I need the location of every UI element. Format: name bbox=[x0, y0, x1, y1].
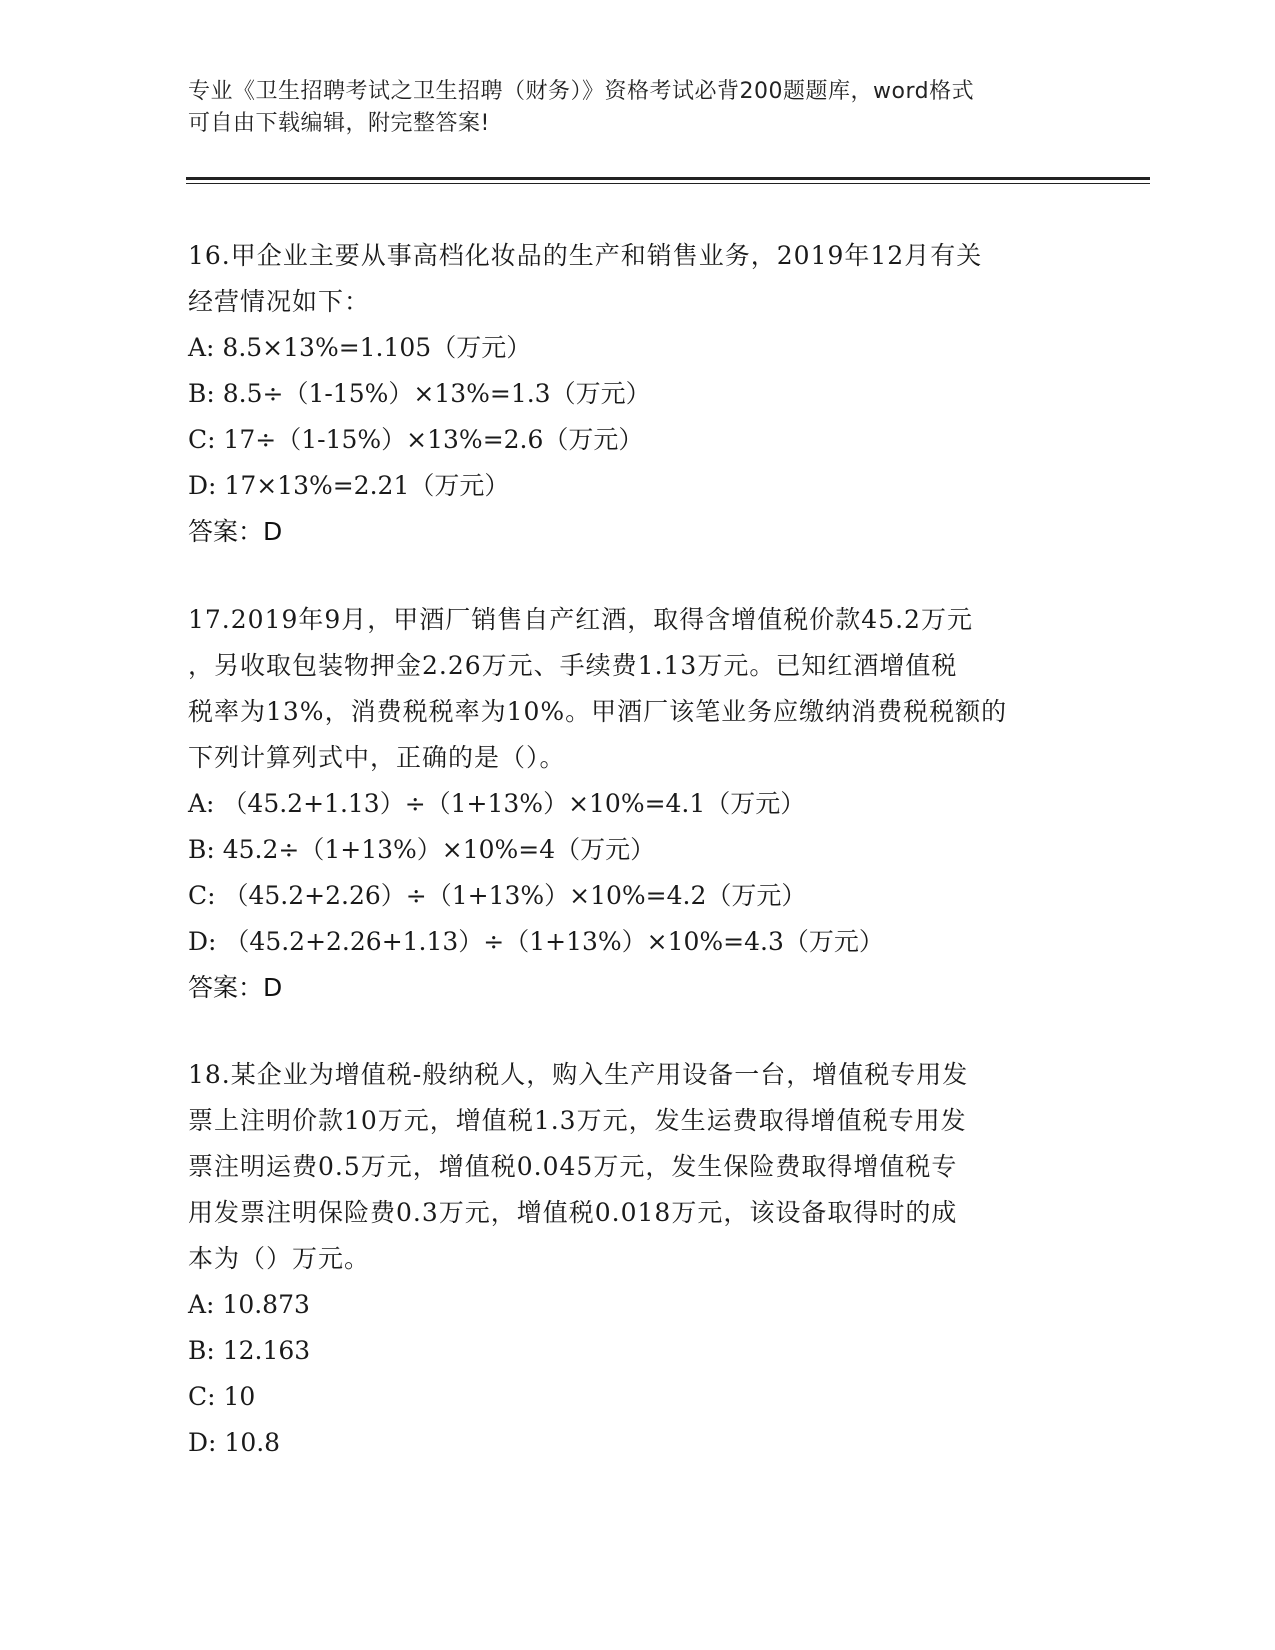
header-line-2: 可自由下载编辑，附完整答案! bbox=[188, 111, 490, 136]
option-d: D: 10.8 bbox=[188, 1428, 281, 1457]
option-d: D: （45.2+2.26+1.13）÷（1+13%）×10%=4.3（万元） bbox=[188, 927, 884, 956]
question-stem-line: 17.2019年9月，甲酒厂销售自产红酒，取得含增值税价款45.2万元 bbox=[188, 605, 973, 634]
question-stem-line: 下列计算列式中，正确的是（）。 bbox=[188, 743, 566, 772]
header-line-1: 专业《卫生招聘考试之卫生招聘（财务）》资格考试必背200题题库，word格式 bbox=[188, 79, 975, 104]
question-stem-line: 本为（）万元。 bbox=[188, 1244, 371, 1273]
answer-label: 答案：D bbox=[188, 973, 283, 1002]
question-stem-line: 经营情况如下： bbox=[188, 287, 371, 316]
option-c: C: 10 bbox=[188, 1382, 256, 1411]
option-d: D: 17×13%=2.21（万元） bbox=[188, 471, 510, 500]
header-divider-thick bbox=[186, 177, 1150, 180]
question-stem-line: ，另收取包装物押金2.26万元、手续费1.13万元。已知红酒增值税 bbox=[188, 651, 958, 680]
option-a: A: （45.2+1.13）÷（1+13%）×10%=4.1（万元） bbox=[188, 789, 806, 818]
option-b: B: 8.5÷（1-15%）×13%=1.3（万元） bbox=[188, 379, 651, 408]
question-stem-line: 16.甲企业主要从事高档化妆品的生产和销售业务，2019年12月有关 bbox=[188, 241, 983, 270]
question-stem-line: 用发票注明保险费0.3万元，增值税0.018万元，该设备取得时的成 bbox=[188, 1198, 958, 1227]
header-divider-thin bbox=[186, 183, 1150, 184]
option-a: A: 8.5×13%=1.105（万元） bbox=[188, 333, 532, 362]
option-c: C: 17÷（1-15%）×13%=2.6（万元） bbox=[188, 425, 644, 454]
option-c: C: （45.2+2.26）÷（1+13%）×10%=4.2（万元） bbox=[188, 881, 807, 910]
question-stem-line: 税率为13%，消费税税率为10%。甲酒厂该笔业务应缴纳消费税税额的 bbox=[188, 697, 1008, 726]
question-stem-line: 票注明运费0.5万元，增值税0.045万元，发生保险费取得增值税专 bbox=[188, 1152, 958, 1181]
question-stem-line: 票上注明价款10万元，增值税1.3万元，发生运费取得增值税专用发 bbox=[188, 1106, 967, 1135]
answer-label: 答案：D bbox=[188, 517, 283, 546]
question-16 bbox=[188, 233, 1088, 555]
question-18 bbox=[188, 1052, 1088, 1466]
option-b: B: 12.163 bbox=[188, 1336, 311, 1365]
question-17 bbox=[188, 597, 1088, 1011]
option-b: B: 45.2÷（1+13%）×10%=4（万元） bbox=[188, 835, 656, 864]
document-header bbox=[188, 76, 1068, 140]
question-stem-line: 18.某企业为增值税-般纳税人，购入生产用设备一台，增值税专用发 bbox=[188, 1060, 969, 1089]
option-a: A: 10.873 bbox=[188, 1290, 310, 1319]
